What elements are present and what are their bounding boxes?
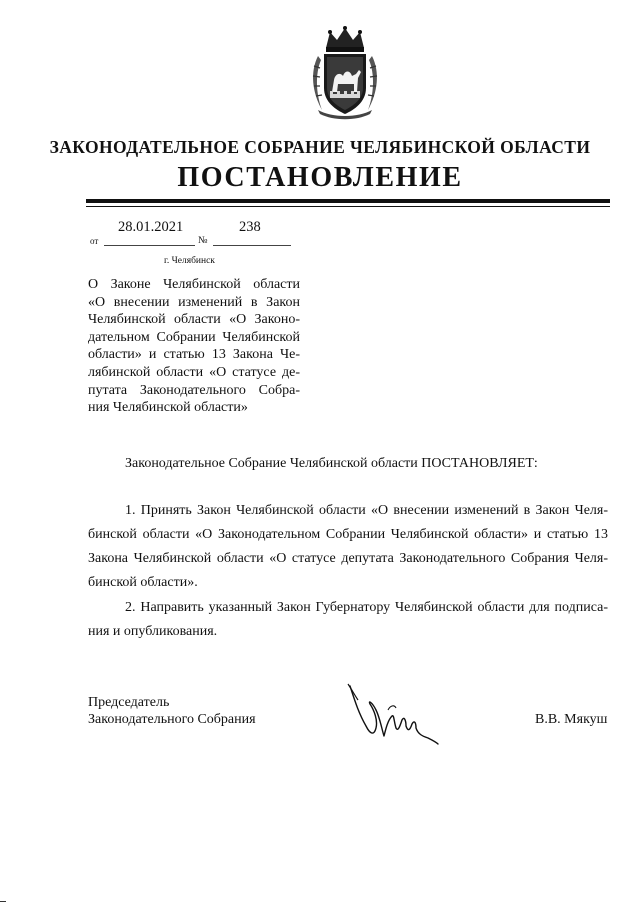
item-2-line: ния и опубликования. xyxy=(88,624,218,639)
document-number: 238 xyxy=(239,219,261,235)
signatory-title-line-2: Законодательного Собрания xyxy=(88,712,256,727)
subject-line: ния Челябинской области» xyxy=(88,400,248,416)
document-type-title: ПОСТАНОВЛЕНИЕ xyxy=(177,162,463,193)
subject-line: области» и статью 13 Закона Че- xyxy=(88,347,300,363)
organization-title: ЗАКОНОДАТЕЛЬНОЕ СОБРАНИЕ ЧЕЛЯБИНСКОЙ ОБЛАСТИ xyxy=(49,137,591,157)
date-underline xyxy=(104,245,195,246)
item-2-line: 2. Направить указанный Закон Губернатору Челябинской области для подписа- xyxy=(125,600,608,615)
date-label: от xyxy=(90,236,99,246)
document-subject xyxy=(88,276,300,417)
subject-line: Челябинской области «О Законо- xyxy=(88,312,300,328)
subject-line: дательном Собрании Челябинской xyxy=(88,329,300,345)
item-1-line: бинской области «О Законодательном Собрании Челябинской области» и статью 13 xyxy=(88,527,608,542)
subject-line: лябинской области «О статусе де- xyxy=(88,364,300,380)
number-underline xyxy=(213,245,291,246)
signatory-title-line-1: Председатель xyxy=(88,695,170,710)
header-rule-thick xyxy=(86,199,610,203)
item-1-line: 1. Принять Закон Челябинской области «О внесении изменений в Закон Челя- xyxy=(125,503,608,518)
header-rule-thin xyxy=(86,206,610,207)
preamble-text: Законодательное Собрание Челябинской области ПОСТАНОВЛЯЕТ: xyxy=(125,456,538,471)
subject-line: О Законе Челябинской области xyxy=(88,277,300,292)
scan-corner-mark xyxy=(0,901,6,902)
city-label: г. Челябинск xyxy=(164,256,215,266)
handwritten-signature xyxy=(344,680,444,746)
item-1-line: Закона Челябинской области «О статусе депутата Законодательного Собрания Челя- xyxy=(88,551,608,566)
subject-line: «О внесении изменений в Закон xyxy=(88,294,300,310)
signatory-name: В.В. Мякуш xyxy=(535,712,608,727)
number-label: № xyxy=(198,235,208,246)
subject-line: путата Законодательного Собра- xyxy=(88,382,300,398)
item-1-line: бинской области». xyxy=(88,575,198,590)
document-date: 28.01.2021 xyxy=(118,219,184,235)
coat-of-arms-icon xyxy=(304,22,386,122)
